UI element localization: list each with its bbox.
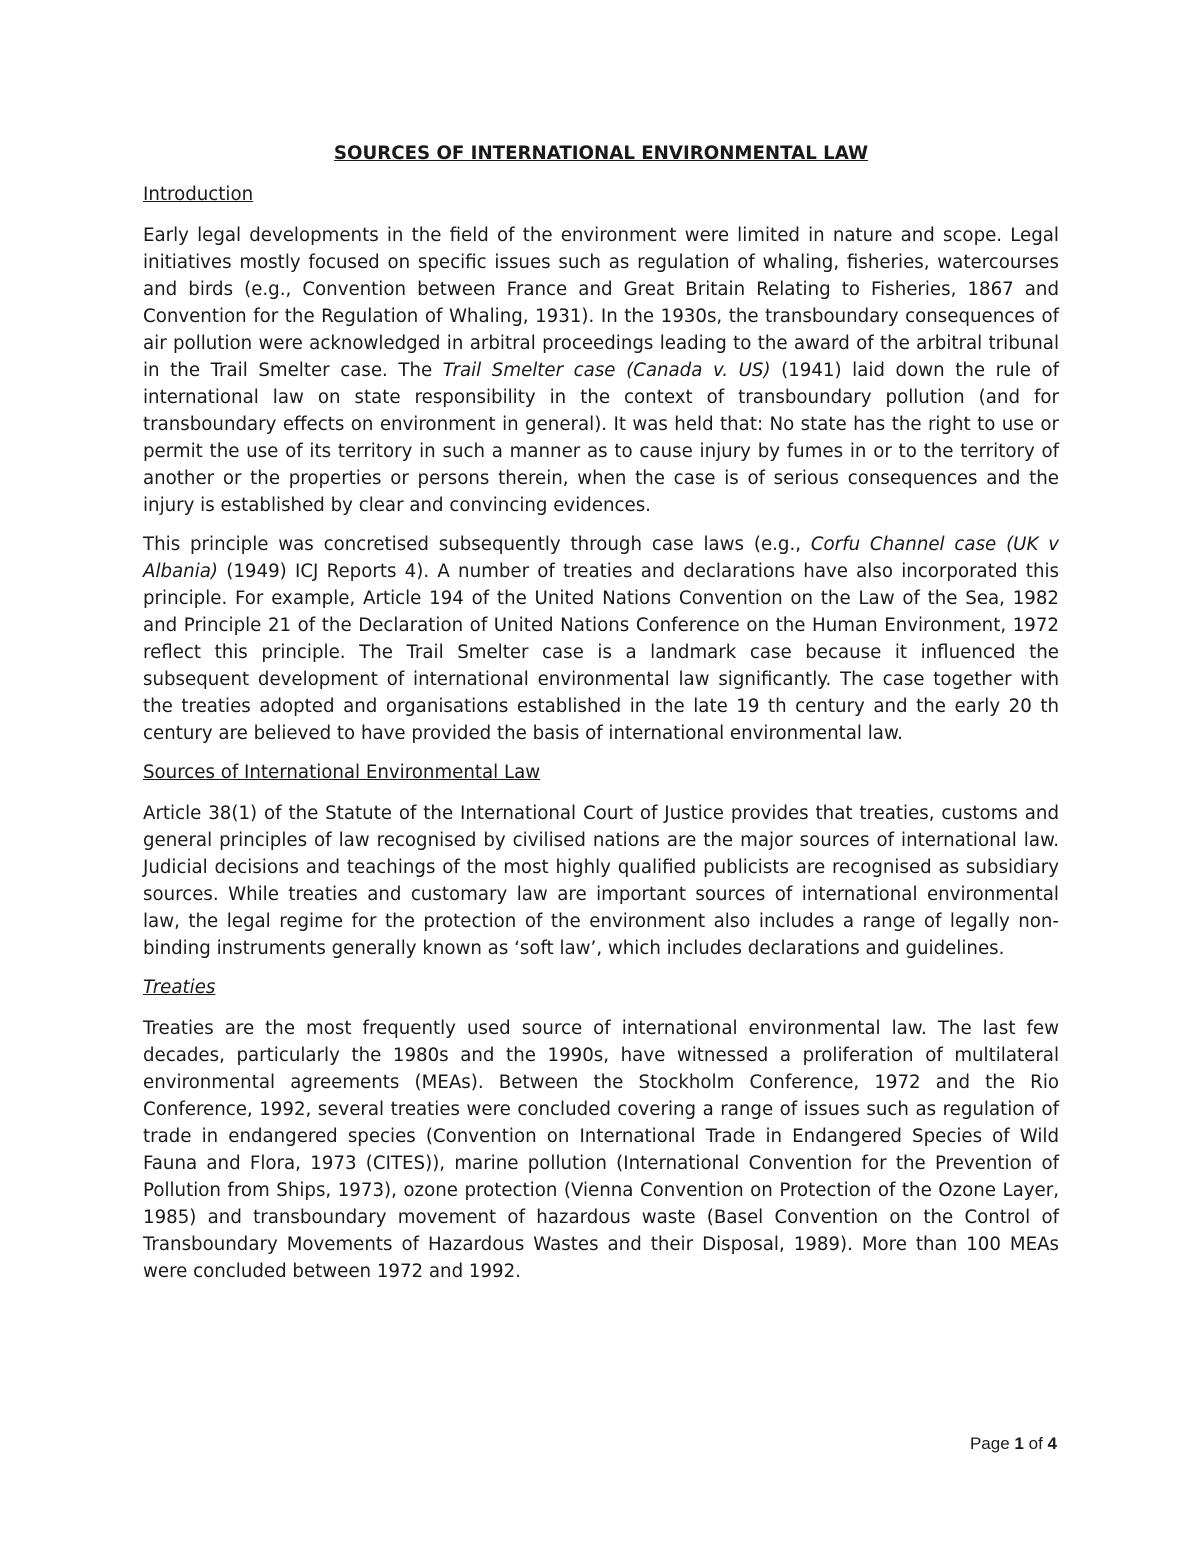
page-label: Page: [969, 1434, 1010, 1453]
section-heading-introduction: Introduction: [143, 184, 254, 205]
trail-smelter-case-citation: Trail Smelter case (Canada v. US): [442, 360, 771, 381]
page-content: [143, 140, 1059, 1297]
intro-paragraph-1: [143, 222, 1059, 519]
intro-p1-text-c: (1941) laid down the rule of international law on state responsibility in the context of transboundary pollution (and for transboundary effects on environment in general). It was held that: No state has the right to use or permit the use of its territory in such a manner as to cause injury by fumes in or to the territory of another or the properties or persons therein, when the case is of serious consequences and the injury is established by clear and convincing evidences.: [143, 360, 1059, 516]
document-title: SOURCES OF INTERNATIONAL ENVIRONMENTAL LAW: [333, 143, 869, 164]
intro-paragraph-2: [143, 531, 1059, 747]
page-number: 1: [1014, 1434, 1024, 1453]
treaties-paragraph: Treaties are the most frequently used source of international environmental law. The last few decades, particularly the 1980s and the 1990s, have witnessed a proliferation of multilateral environmental agreements (MEAs). Between the Stockholm Conference, 1972 and the Rio Conference, 1992, several treaties were concluded covering a range of issues such as regulation of trade in endangered species (Convention on International Trade in Endangered Species of Wild Fauna and Flora, 1973 (CITES)), marine pollution (International Convention for the Prevention of Pollution from Ships, 1973), ozone protection (Vienna Convention on Protection of the Ozone Layer, 1985) and transboundary movement of hazardous waste (Basel Convention on the Control of Transboundary Movements of Hazardous Wastes and their Disposal, 1989). More than 100 MEAs were concluded between 1972 and 1992.: [143, 1018, 1059, 1282]
section-heading-treaties: Treaties: [143, 977, 216, 998]
of-label: of: [1028, 1434, 1043, 1453]
intro-p1-text-a: Early legal developments in the field of the environment were limited in nature and scope. Legal initiatives mostly focused on specific issues such as regulation of whaling, fisheries, watercourses and birds (e.g., Convention between France and Great Britain Relating to Fisheries, 1867 and Convention for the Regulation of Whaling, 1931). In the 1930s, the transboundary consequences of air pollution were acknowledged in arbitral proceedings leading to the award of the arbitral tribunal in the Trail Smelter case. The: [143, 225, 1059, 381]
intro-p2-text-a: This principle was concretised subsequently through case laws (e.g.,: [143, 534, 811, 555]
page-total: 4: [1047, 1434, 1057, 1453]
intro-p2-text-c: (1949) ICJ Reports 4). A number of treaties and declarations have also incorporated this principle. For example, Article 194 of the United Nations Convention on the Law of the Sea, 1982 and Principle 21 of the Declaration of United Nations Conference on the Human Environment, 1972 reflect this principle. The Trail Smelter case is a landmark case because it influenced the subsequent development of international environmental law significantly. The case together with the treaties adopted and organisations established in the late 19 th century and the early 20 th century are believed to have provided the basis of international environmental law.: [143, 561, 1059, 744]
corfu-channel-case-citation: Corfu Channel case (UK v Albania): [143, 534, 1059, 582]
section-heading-sources: Sources of International Environmental Law: [143, 762, 541, 783]
page-footer: [970, 1432, 1057, 1456]
sources-paragraph: Article 38(1) of the Statute of the International Court of Justice provides that treaties, customs and general principles of law recognised by civilised nations are the major sources of international law. Judicial decisions and teachings of the most highly qualified publicists are recognised as subsidiary sources. While treaties and customary law are important sources of international environmental law, the legal regime for the protection of the environment also includes a range of legally non-binding instruments generally known as ‘soft law’, which includes declarations and guidelines.: [143, 803, 1059, 959]
